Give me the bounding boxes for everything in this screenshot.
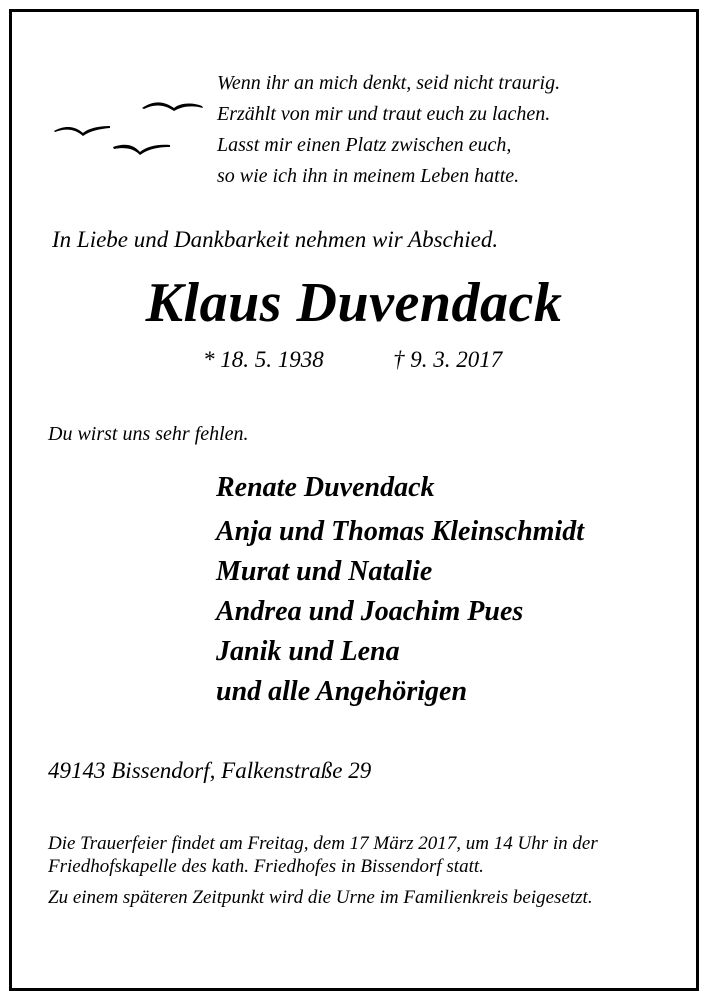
family-list (216, 468, 584, 712)
birth-date: * 18. 5. 1938 (203, 347, 324, 372)
family-member: und alle Angehörigen (216, 676, 468, 707)
poem (217, 68, 657, 192)
family-member: Janik und Lena (216, 636, 400, 667)
death-date: † 9. 3. 2017 (393, 347, 503, 372)
poem-line: Lasst mir einen Platz zwischen euch, (217, 134, 512, 156)
poem-line: Wenn ihr an mich denkt, seid nicht traurig. (217, 72, 561, 94)
poem-line: so wie ich ihn in meinem Leben hatte. (217, 165, 520, 187)
farewell-text: In Liebe und Dankbarkeit nehmen wir Abschied. (52, 227, 499, 252)
poem-line: Erzählt von mir und traut euch zu lachen. (217, 103, 551, 125)
deceased-name: Klaus Duvendack (145, 272, 563, 334)
family-member: Anja und Thomas Kleinschmidt (216, 516, 584, 547)
birds-icon (50, 95, 220, 165)
family-member: Renate Duvendack (216, 472, 435, 503)
miss-text: Du wirst uns sehr fehlen. (48, 423, 249, 445)
urn-text: Zu einem späteren Zeitpunkt wird die Urne im Familienkreis beigesetzt. (48, 887, 593, 908)
ceremony-text: Die Trauerfeier findet am Freitag, dem 17 März 2017, um 14 Uhr in der Friedhofskapelle des kath. Friedhofes in Bissendorf statt. (48, 833, 598, 877)
bird-3 (113, 145, 170, 155)
family-member: Murat und Natalie (216, 556, 433, 587)
bird-1 (142, 102, 203, 111)
ceremony-info (48, 832, 662, 909)
address: 49143 Bissendorf, Falkenstraße 29 (48, 758, 372, 783)
bird-2 (54, 126, 110, 136)
family-member: Andrea und Joachim Pues (216, 596, 524, 627)
